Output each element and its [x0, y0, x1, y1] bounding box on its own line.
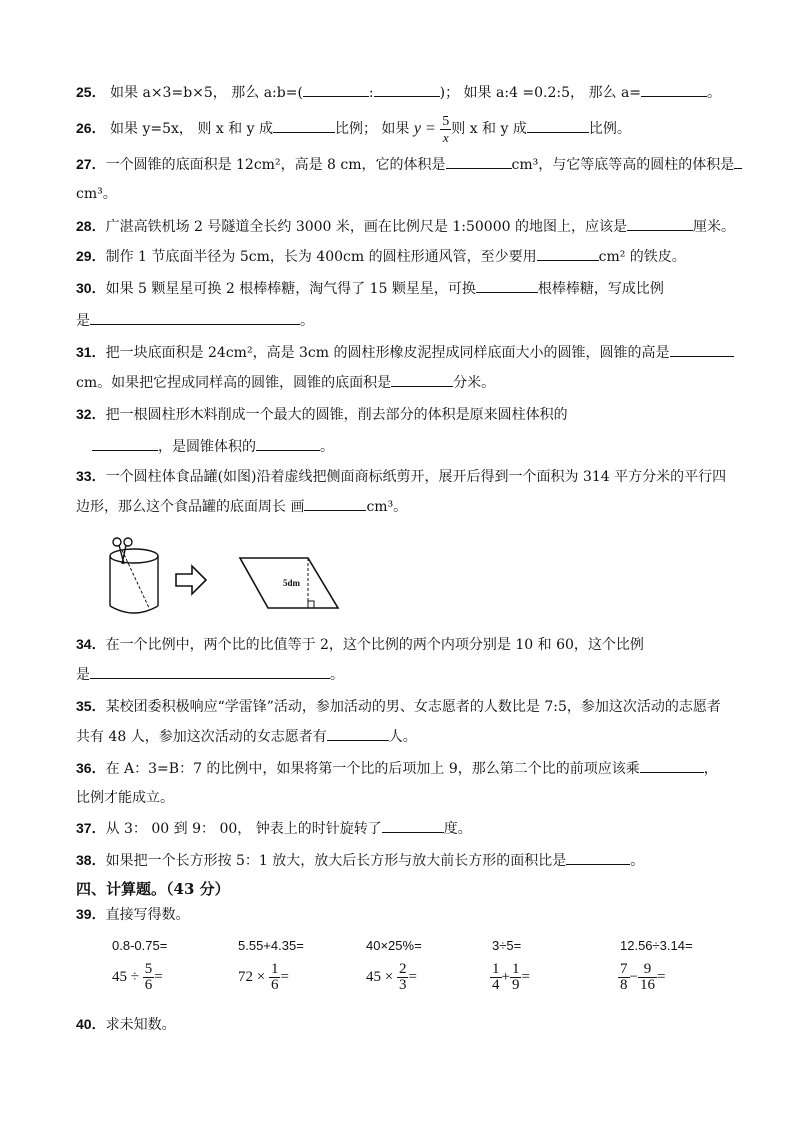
question-35-cont [76, 726, 417, 747]
question-29 [76, 246, 686, 267]
fraction-numerator: 2 [398, 961, 407, 977]
calc-item [618, 962, 665, 993]
question-number: 35． [76, 698, 106, 714]
question-text: 一个圆柱体食品罐(如图)沿着虚线把侧面商标纸剪开，展开后得到一个面积为 314 平方分米的平行四 [105, 469, 727, 485]
question-40 [76, 1014, 176, 1035]
question-32-cont [92, 436, 334, 457]
answer-blank[interactable] [256, 436, 320, 451]
answer-blank[interactable] [273, 118, 335, 133]
fraction [143, 962, 155, 993]
answer-blank[interactable] [374, 82, 440, 97]
fraction-numerator: 7 [620, 961, 628, 977]
fraction [440, 114, 451, 145]
question-32 [76, 404, 568, 425]
question-33-cont [76, 496, 407, 517]
question-25 [76, 82, 721, 103]
question-text: 比例。 [588, 121, 631, 137]
answer-blank[interactable] [734, 154, 742, 169]
calc-item [238, 962, 289, 993]
answer-blank[interactable] [327, 726, 389, 741]
question-text: 比例； 如果 [334, 121, 410, 137]
calc-operand: 45 × [366, 969, 394, 985]
answer-blank[interactable] [641, 82, 707, 97]
question-text: cm³，与它等底等高的圆柱的体积是 [511, 157, 735, 173]
section-heading: 四、计算题。（43 分） [76, 880, 230, 898]
question-34-cont [76, 664, 344, 685]
equals-sign: = [280, 969, 289, 985]
answer-blank[interactable] [476, 278, 538, 293]
fraction [269, 962, 281, 993]
equation-label: y = [413, 120, 436, 137]
cylinder-unroll-figure [100, 534, 350, 620]
fraction-numerator: 1 [270, 961, 279, 977]
question-37 [76, 818, 472, 839]
question-text: 边形，那么这个食品罐的底面周长 画 [76, 499, 305, 515]
question-text: 比例才能成立。 [76, 790, 174, 806]
question-text: 分米。 [453, 375, 496, 391]
question-number: 39． [76, 906, 106, 922]
question-text: cm² 的铁皮。 [598, 249, 686, 265]
question-text: 如果 a×3=b×5， 那么 a:b=( [110, 85, 303, 101]
fraction [638, 962, 657, 993]
calc-item: 5.55+4.35= [238, 938, 304, 953]
question-text: ，是圆锥体积的 [158, 439, 256, 455]
fraction-denominator: 16 [639, 977, 655, 993]
question-34 [76, 634, 644, 655]
equals-sign: = [154, 969, 163, 985]
operator: + [501, 969, 510, 985]
question-number: 30． [76, 280, 106, 296]
question-text: 是 [76, 313, 90, 329]
answer-blank[interactable] [391, 372, 453, 387]
question-text: 。 [330, 667, 344, 683]
operator: − [629, 969, 638, 985]
question-36-cont [76, 788, 174, 808]
cylinder-icon [110, 549, 158, 613]
answer-blank[interactable] [446, 154, 512, 169]
question-number: 31． [76, 344, 106, 360]
answer-blank[interactable] [92, 436, 158, 451]
question-text: 在 A：3=B：7 的比例中，如果将第一个比的后项加上 9，那么第二个比的前项应该乘 [105, 761, 640, 777]
question-31 [76, 342, 734, 363]
question-text: 。 [320, 439, 334, 455]
calc-item [490, 962, 530, 993]
fraction-denominator: 6 [144, 977, 153, 993]
height-label: 5dm [283, 578, 301, 588]
fraction-numerator: 5 [442, 113, 450, 129]
question-text: ， [703, 761, 718, 777]
calc-item: 40×25%= [366, 938, 422, 953]
question-number: 37． [76, 820, 106, 836]
question-31-cont [76, 372, 495, 393]
calc-item [366, 962, 417, 993]
fraction [618, 962, 630, 993]
calc-item: 12.56÷3.14= [620, 938, 693, 953]
fraction-denominator: 4 [492, 977, 500, 993]
question-text: 如果 y=5x， 则 x 和 y 成 [110, 121, 273, 137]
question-number: 38． [76, 852, 106, 868]
question-text: 。 [630, 853, 645, 869]
question-text: 度。 [443, 821, 472, 837]
question-number: 33． [76, 468, 106, 484]
calc-operand: 72 × [238, 969, 266, 985]
question-text: 广湛高铁机场 2 号隧道全长约 3000 米，画在比例尺是 1:50000 的地图上，应该是 [105, 219, 627, 235]
question-text: )； 如果 a:4 =0.2:5， 那么 a= [439, 85, 642, 101]
calc-operand: 45 ÷ [112, 969, 139, 985]
answer-blank[interactable] [640, 758, 704, 773]
question-36 [76, 758, 718, 779]
answer-blank[interactable] [566, 850, 630, 865]
calc-item: 0.8-0.75= [112, 938, 168, 953]
question-text: 把一块底面积是 24cm²，高是 3cm 的圆柱形橡皮泥捏成同样底面大小的圆锥，圆锥的高是 [105, 345, 670, 361]
question-text: cm³。 [366, 499, 408, 515]
question-30 [76, 278, 664, 299]
question-number: 28． [76, 218, 106, 234]
question-number: 36． [76, 760, 106, 776]
answer-blank[interactable] [90, 664, 330, 679]
answer-blank[interactable] [670, 342, 734, 357]
fraction [397, 962, 409, 993]
answer-blank[interactable] [382, 818, 444, 833]
question-30-cont [76, 310, 314, 331]
question-27-cont [76, 184, 117, 204]
question-text: 则 x 和 y 成 [451, 121, 527, 137]
question-26 [76, 112, 631, 145]
question-38 [76, 850, 644, 871]
fraction-numerator: 9 [638, 962, 657, 978]
equals-sign: = [521, 969, 530, 985]
answer-blank[interactable] [527, 118, 589, 133]
question-number: 29． [76, 248, 106, 264]
question-27 [76, 154, 742, 175]
question-text: 。 [300, 313, 314, 329]
question-number: 32． [76, 406, 106, 422]
answer-blank[interactable] [90, 310, 300, 325]
calc-item [112, 962, 163, 993]
question-text: 某校团委积极响应“学雷锋”活动，参加活动的男、女志愿者的人数比是 7:5，参加这次活动的志愿者 [105, 699, 721, 715]
fraction-numerator: 1 [511, 961, 520, 977]
question-text: 。 [707, 85, 722, 101]
question-number: 27． [76, 156, 106, 172]
equals-sign: = [408, 969, 417, 985]
fraction-numerator: 1 [492, 961, 500, 977]
question-33 [76, 466, 726, 487]
fraction-denominator: x [442, 129, 449, 145]
question-text: 在一个比例中，两个比的比值等于 2，这个比例的两个内项分别是 10 和 60，这个比例 [105, 637, 644, 653]
question-text: 共有 48 人，参加这次活动的女志愿者有 [76, 729, 327, 745]
fraction [490, 962, 502, 993]
answer-blank[interactable] [304, 496, 366, 511]
fraction-denominator: 8 [620, 977, 628, 993]
question-text: 厘米。 [692, 219, 735, 235]
fraction-denominator: 6 [270, 977, 279, 993]
question-text: 把一根圆柱形木料削成一个最大的圆锥，削去部分的体积是原来圆柱体积的 [105, 407, 568, 423]
fraction-denominator: 3 [398, 977, 407, 993]
question-number: 25． [76, 84, 106, 100]
question-text: 求未知数。 [105, 1017, 176, 1033]
fraction-denominator: 9 [511, 977, 520, 993]
question-text: 如果把一个长方形按 5：1 放大，放大后长方形与放大前长方形的面积比是 [105, 853, 567, 869]
question-text: 从 3： 00 到 9： 00， 钟表上的时针旋转了 [105, 821, 382, 837]
answer-blank[interactable] [627, 216, 693, 231]
calc-item: 3÷5= [492, 938, 522, 953]
fraction-numerator: 5 [144, 961, 153, 977]
question-text: 根棒棒糖，写成比例 [537, 281, 664, 297]
question-text: : [368, 85, 374, 101]
question-text: 如果 5 颗星星可换 2 根棒棒糖，淘气得了 15 颗星星，可换 [105, 281, 476, 297]
question-text: 一个圆锥的底面积是 12cm²，高是 8 cm，它的体积是 [105, 157, 446, 173]
question-text: cm³。 [76, 186, 117, 202]
question-39 [76, 904, 190, 925]
equals-sign: = [656, 969, 666, 985]
question-number: 34． [76, 636, 106, 652]
question-number: 26． [76, 120, 106, 136]
question-35 [76, 696, 721, 717]
question-text: cm。如果把它捏成同样高的圆锥，圆锥的底面积是 [76, 375, 392, 391]
answer-blank[interactable] [537, 246, 599, 261]
question-number: 40． [76, 1016, 106, 1032]
question-text: 制作 1 节底面半径为 5cm，长为 400cm 的圆柱形通风管，至少要用 [105, 249, 537, 265]
question-text: 是 [76, 667, 90, 683]
right-arrow-icon [176, 566, 206, 594]
question-text: 直接写得数。 [105, 907, 190, 923]
question-28 [76, 216, 735, 237]
fraction [510, 962, 522, 993]
answer-blank[interactable] [303, 82, 369, 97]
question-text: 人。 [388, 729, 417, 745]
